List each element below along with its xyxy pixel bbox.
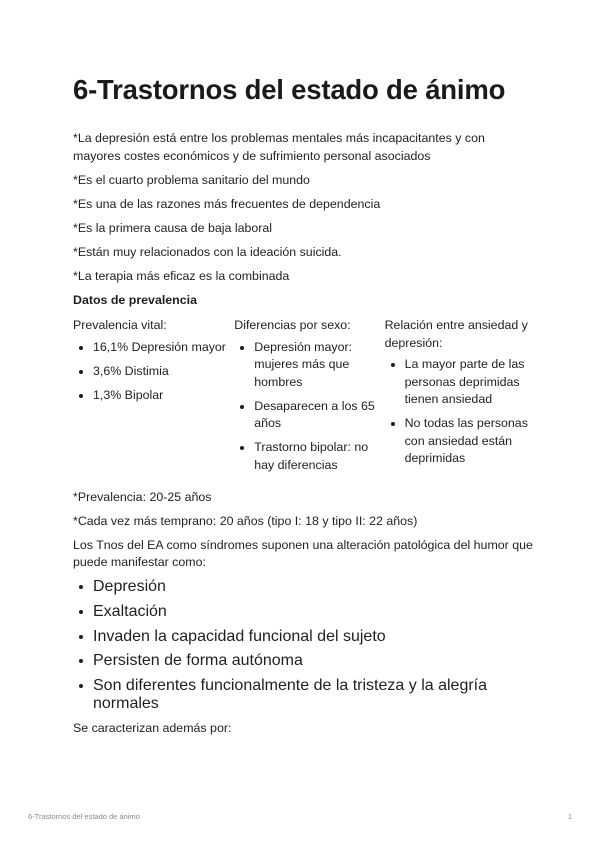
list-item: Invaden la capacidad funcional del sujeto: [73, 628, 533, 646]
after-paragraph: Los Tnos del EA como síndromes suponen una alteración patológica del humor que puede manifestar como:: [73, 537, 533, 569]
bullet-list: [234, 339, 384, 475]
list-item: Exaltación: [73, 603, 533, 621]
page-title: 6-Trastornos del estado de ánimo: [73, 74, 506, 105]
footer-title: 6-Trastornos del estado de ánimo: [28, 812, 140, 821]
list-item: Depresión: [73, 578, 533, 596]
page-number: 1: [567, 812, 572, 821]
list-item: Depresión mayor: mujeres más que hombres: [234, 339, 384, 392]
bullet-list: [73, 339, 234, 405]
list-item: Desaparecen a los 65 años: [234, 398, 384, 433]
intro-paragraph: *Están muy relacionados con la ideación suicida.: [73, 244, 342, 259]
list-item: No todas las personas con ansiedad están deprimidas: [385, 415, 533, 468]
list-item: Son diferentes funcionalmente de la tristeza y la alegría normales: [73, 677, 533, 713]
prevalence-heading: Datos de prevalencia: [73, 292, 197, 307]
column-anxiety: [385, 317, 533, 481]
document-page: [73, 72, 533, 737]
column-heading: Relación entre ansiedad y depresión:: [384, 318, 528, 350]
page-footer: [28, 812, 572, 821]
list-item: 3,6% Distimia: [73, 363, 234, 381]
list-item: 16,1% Depresión mayor: [73, 339, 234, 357]
intro-paragraph: *Es el cuarto problema sanitario del mundo: [73, 172, 310, 187]
list-item: 1,3% Bipolar: [73, 387, 234, 405]
intro-paragraph: *La depresión está entre los problemas mentales más incapacitantes y con mayores costes económicos y de sufrimiento personal asociados: [73, 131, 485, 163]
column-heading: Diferencias por sexo:: [234, 318, 351, 332]
list-item: Trastorno bipolar: no hay diferencias: [234, 439, 384, 474]
column-heading: Prevalencia vital:: [73, 318, 167, 332]
column-vital: [73, 317, 234, 481]
intro-section: [73, 130, 533, 309]
intro-paragraph: *Es una de las razones más frecuentes de dependencia: [73, 196, 381, 211]
after-paragraph: *Prevalencia: 20-25 años: [73, 489, 212, 504]
list-item: La mayor parte de las personas deprimidas tienen ansiedad: [385, 356, 533, 409]
intro-paragraph: *Es la primera causa de baja laboral: [73, 220, 273, 235]
prevalence-columns: [73, 317, 533, 481]
bullet-list: [385, 356, 533, 468]
list-item: Persisten de forma autónoma: [73, 652, 533, 670]
column-sex: [234, 317, 384, 481]
intro-paragraph: *La terapia más eficaz es la combinada: [73, 268, 290, 283]
closing-paragraph: Se caracterizan además por:: [73, 720, 232, 735]
manifest-list: [73, 578, 533, 713]
after-paragraph: *Cada vez más temprano: 20 años (tipo I: 18 y tipo II: 22 años): [73, 513, 418, 528]
after-section: [73, 489, 533, 572]
